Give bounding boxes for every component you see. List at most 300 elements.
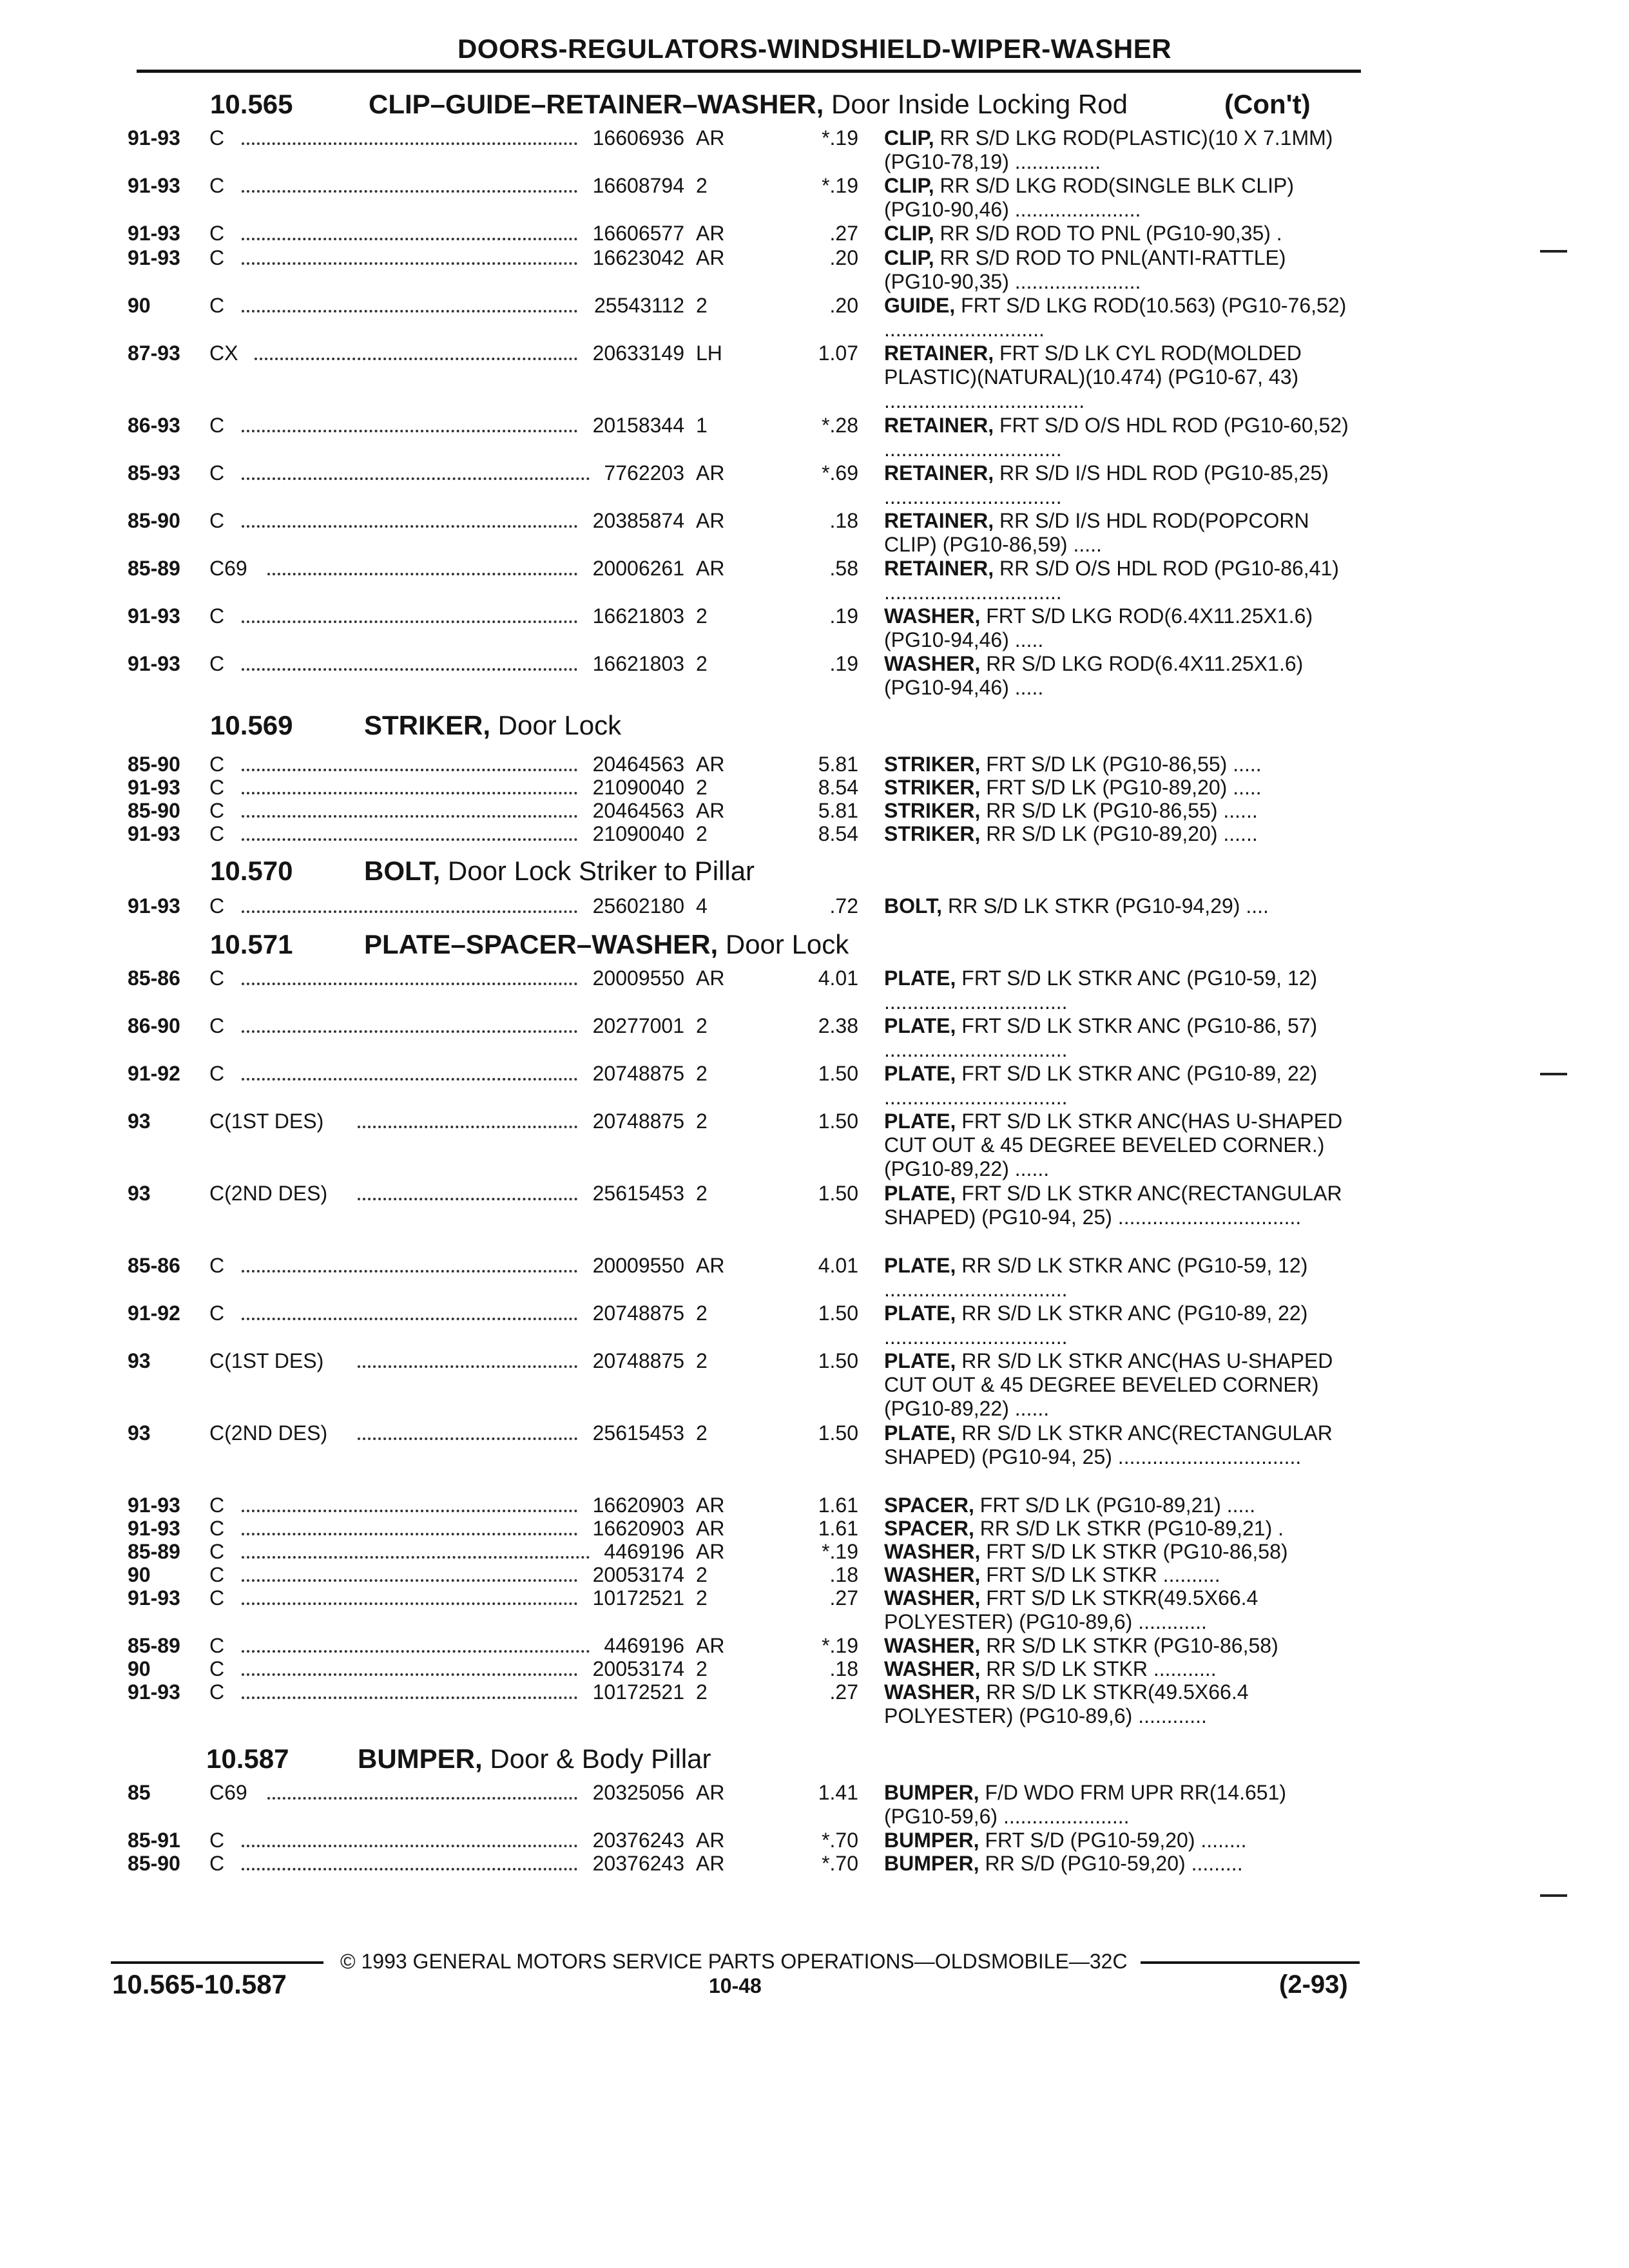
part-name: CLIP, bbox=[884, 246, 934, 269]
part-description bbox=[884, 222, 1358, 245]
section-number: 10.571 bbox=[210, 929, 293, 959]
body-code: C bbox=[209, 1540, 225, 1563]
footer-section-range: 10.565-10.587 bbox=[112, 1969, 287, 1999]
body-code: C bbox=[209, 652, 225, 675]
part-row bbox=[0, 966, 1629, 1014]
body-code: C bbox=[209, 1517, 225, 1540]
part-row bbox=[0, 1110, 1629, 1180]
price: 5.81 bbox=[818, 753, 858, 776]
part-description bbox=[884, 799, 1358, 823]
body-code: C bbox=[209, 1014, 225, 1037]
part-row bbox=[0, 1657, 1629, 1680]
dot-leader bbox=[242, 1556, 590, 1559]
part-number: 16620903 bbox=[592, 1517, 684, 1540]
model-years: 91-93 bbox=[128, 1586, 180, 1610]
price: 1.07 bbox=[818, 341, 858, 365]
body-code: C69 bbox=[209, 557, 247, 580]
part-name: RETAINER, bbox=[884, 509, 994, 532]
part-row bbox=[0, 1421, 1629, 1468]
price: 1.50 bbox=[818, 1349, 858, 1372]
dot-leader bbox=[242, 838, 577, 841]
model-years: 91-93 bbox=[128, 174, 180, 197]
quantity: AR bbox=[696, 246, 725, 269]
body-code: C bbox=[209, 1634, 225, 1657]
part-name: WASHER, bbox=[884, 604, 981, 628]
part-description bbox=[884, 557, 1358, 604]
part-number: 21090040 bbox=[592, 776, 684, 799]
section-continued-label: (Con't) bbox=[1224, 89, 1311, 119]
part-row bbox=[0, 461, 1629, 508]
part-number: 20633149 bbox=[592, 341, 684, 365]
price: 5.81 bbox=[818, 799, 858, 822]
part-number: 16608794 bbox=[592, 174, 684, 197]
body-code: C bbox=[209, 799, 225, 822]
dot-leader bbox=[242, 1318, 577, 1320]
part-description bbox=[884, 174, 1358, 222]
body-code: C bbox=[209, 1563, 225, 1586]
part-name: PLATE, bbox=[884, 1062, 956, 1085]
part-name: PLATE, bbox=[884, 1254, 956, 1277]
section-number: 10.570 bbox=[210, 856, 293, 886]
section-title-text: Door Lock bbox=[490, 710, 622, 740]
part-description-text: RR S/D LKG ROD(PLASTIC)(10 X 7.1MM) (PG10-78,19) ............... bbox=[884, 126, 1333, 173]
part-description-text: RR S/D LK STKR ANC(HAS U-SHAPED CUT OUT & 45 DEGREE BEVELED CORNER) (PG10-89,22) ...... bbox=[884, 1349, 1333, 1420]
part-row bbox=[0, 1586, 1629, 1633]
part-row bbox=[0, 557, 1629, 604]
dot-leader bbox=[242, 1270, 577, 1273]
part-name: WASHER, bbox=[884, 1634, 981, 1657]
part-description bbox=[884, 894, 1358, 918]
part-row bbox=[0, 1302, 1629, 1349]
body-code: C bbox=[209, 776, 225, 799]
part-description bbox=[884, 1781, 1358, 1829]
dot-leader bbox=[242, 1602, 577, 1605]
dot-leader bbox=[242, 262, 577, 265]
quantity: AR bbox=[696, 1781, 725, 1804]
footer-rule-right bbox=[1141, 1961, 1360, 1964]
part-number: 20376243 bbox=[592, 1852, 684, 1875]
model-years: 85-91 bbox=[128, 1829, 180, 1852]
body-code: C bbox=[209, 604, 225, 628]
footer-revision-date: (2-93) bbox=[1279, 1970, 1348, 1999]
part-description bbox=[884, 461, 1358, 509]
price: *.28 bbox=[822, 414, 858, 437]
model-years: 93 bbox=[128, 1421, 151, 1445]
dot-leader bbox=[242, 525, 577, 528]
price: *.19 bbox=[822, 174, 858, 197]
part-description bbox=[884, 1657, 1358, 1681]
part-name: SPACER, bbox=[884, 1517, 974, 1540]
quantity: 2 bbox=[696, 1302, 708, 1325]
part-number: 16620903 bbox=[592, 1494, 684, 1517]
part-description bbox=[884, 776, 1358, 800]
part-row bbox=[0, 509, 1629, 556]
body-code: C bbox=[209, 1254, 225, 1277]
quantity: 2 bbox=[696, 1586, 708, 1610]
part-number: 20325056 bbox=[592, 1781, 684, 1804]
model-years: 91-93 bbox=[128, 246, 180, 269]
quantity: 2 bbox=[696, 652, 708, 675]
price: *.70 bbox=[822, 1852, 858, 1875]
body-code: C bbox=[209, 294, 225, 317]
price: *.69 bbox=[822, 461, 858, 485]
body-code: C bbox=[209, 461, 225, 485]
part-name: RETAINER, bbox=[884, 414, 994, 437]
part-row bbox=[0, 341, 1629, 412]
price: .19 bbox=[829, 604, 858, 628]
dot-leader bbox=[255, 358, 577, 360]
dot-leader bbox=[358, 1365, 577, 1368]
quantity: AR bbox=[696, 557, 725, 580]
price: 1.41 bbox=[818, 1781, 858, 1804]
section-title bbox=[364, 856, 755, 887]
part-row bbox=[0, 652, 1629, 699]
body-code: C bbox=[209, 1586, 225, 1610]
part-description bbox=[884, 822, 1358, 846]
footer-rule-left bbox=[111, 1961, 323, 1964]
part-description-text: RR S/D LK (PG10-86,55) ...... bbox=[986, 799, 1258, 822]
body-code: C(1ST DES) bbox=[209, 1110, 324, 1133]
dot-leader bbox=[242, 769, 577, 771]
price: .18 bbox=[829, 1657, 858, 1680]
body-code: C bbox=[209, 246, 225, 269]
margin-tick bbox=[1540, 1894, 1567, 1897]
part-name: CLIP, bbox=[884, 222, 934, 245]
body-code: C(1ST DES) bbox=[209, 1349, 324, 1372]
price: 8.54 bbox=[818, 776, 858, 799]
body-code: C bbox=[209, 822, 225, 845]
part-row bbox=[0, 1517, 1629, 1540]
part-description-text: RR S/D LK STKR ANC (PG10-89, 22) ................................ bbox=[884, 1302, 1308, 1349]
model-years: 85 bbox=[128, 1781, 151, 1804]
part-row bbox=[0, 294, 1629, 341]
part-description-text: FRT S/D LK (PG10-86,55) ..... bbox=[986, 753, 1262, 776]
part-description-text: FRT S/D LK STKR ANC (PG10-89, 22) ................................ bbox=[884, 1062, 1318, 1109]
model-years: 87-93 bbox=[128, 341, 180, 365]
part-description-text: RR S/D LK STKR (PG10-86,58) bbox=[986, 1634, 1278, 1657]
model-years: 91-93 bbox=[128, 894, 180, 918]
footer-copyright: © 1993 GENERAL MOTORS SERVICE PARTS OPERATIONS—OLDSMOBILE—32C bbox=[340, 1950, 1128, 1973]
part-name: WASHER, bbox=[884, 1586, 981, 1610]
price: *.19 bbox=[822, 1540, 858, 1563]
part-description-text: RR S/D I/S HDL ROD (PG10-85,25) ............................... bbox=[884, 461, 1329, 508]
part-description-text: RR S/D LK STKR (PG10-89,21) . bbox=[979, 1517, 1284, 1540]
price: .18 bbox=[829, 509, 858, 532]
body-code: C(2ND DES) bbox=[209, 1182, 328, 1205]
part-number: 20385874 bbox=[592, 509, 684, 532]
part-number: 7762203 bbox=[604, 461, 684, 485]
part-name: PLATE, bbox=[884, 1302, 956, 1325]
part-description-text: FRT S/D LK (PG10-89,20) ..... bbox=[986, 776, 1262, 799]
part-description-text: RR S/D LK STKR ANC (PG10-59, 12) ................................ bbox=[884, 1254, 1308, 1301]
part-description-text: RR S/D ROD TO PNL (PG10-90,35) . bbox=[940, 222, 1282, 245]
part-number: 25602180 bbox=[592, 894, 684, 918]
dot-leader bbox=[242, 1579, 577, 1582]
price: .72 bbox=[829, 894, 858, 918]
part-name: BUMPER, bbox=[884, 1852, 979, 1875]
part-number: 20748875 bbox=[592, 1302, 684, 1325]
part-description-text: FRT S/D LK STKR ANC (PG10-59, 12) ................................ bbox=[884, 966, 1318, 1014]
dot-leader bbox=[242, 668, 577, 671]
part-description bbox=[884, 1517, 1358, 1541]
part-row bbox=[0, 1829, 1629, 1852]
part-name: WASHER, bbox=[884, 1680, 981, 1704]
part-description-text: RR S/D I/S HDL ROD(POPCORN CLIP) (PG10-86,59) ..... bbox=[884, 509, 1309, 556]
part-row bbox=[0, 222, 1629, 245]
page-header-title: DOORS-REGULATORS-WINDSHIELD-WIPER-WASHER bbox=[457, 34, 1172, 64]
part-number: 20009550 bbox=[592, 1254, 684, 1277]
dot-leader bbox=[242, 792, 577, 794]
quantity: AR bbox=[696, 1634, 725, 1657]
quantity: 2 bbox=[696, 1349, 708, 1372]
part-description bbox=[884, 1182, 1358, 1229]
part-name: PLATE, bbox=[884, 1014, 956, 1037]
model-years: 93 bbox=[128, 1182, 151, 1205]
part-description bbox=[884, 1494, 1358, 1517]
quantity: 2 bbox=[696, 1062, 708, 1085]
part-name: PLATE, bbox=[884, 1421, 956, 1445]
model-years: 86-93 bbox=[128, 414, 180, 437]
part-name: PLATE, bbox=[884, 966, 956, 990]
part-number: 20748875 bbox=[592, 1062, 684, 1085]
quantity: AR bbox=[696, 461, 725, 485]
part-name: WASHER, bbox=[884, 1540, 981, 1563]
part-name: PLATE, bbox=[884, 1349, 956, 1372]
quantity: 2 bbox=[696, 1014, 708, 1037]
section-number: 10.587 bbox=[206, 1744, 289, 1774]
part-description bbox=[884, 652, 1358, 700]
body-code: CX bbox=[209, 341, 238, 365]
price: 1.50 bbox=[818, 1302, 858, 1325]
part-description bbox=[884, 246, 1358, 294]
quantity: AR bbox=[696, 222, 725, 245]
part-row bbox=[0, 822, 1629, 845]
price: .58 bbox=[829, 557, 858, 580]
part-number: 20376243 bbox=[592, 1829, 684, 1852]
model-years: 85-90 bbox=[128, 1852, 180, 1875]
quantity: 1 bbox=[696, 414, 708, 437]
part-description-text: FRT S/D LK STKR ANC (PG10-86, 57) ................................ bbox=[884, 1014, 1318, 1061]
section-title-keyword: BUMPER, bbox=[358, 1744, 483, 1774]
dot-leader bbox=[242, 1510, 577, 1512]
body-code: C bbox=[209, 1062, 225, 1085]
price: .27 bbox=[829, 1680, 858, 1704]
margin-tick bbox=[1540, 1073, 1567, 1075]
quantity: LH bbox=[696, 341, 722, 365]
part-description bbox=[884, 753, 1358, 776]
section-title-text: Door Lock Striker to Pillar bbox=[440, 856, 755, 886]
model-years: 91-93 bbox=[128, 1494, 180, 1517]
body-code: C bbox=[209, 753, 225, 776]
model-years: 90 bbox=[128, 1563, 151, 1586]
quantity: AR bbox=[696, 1494, 725, 1517]
part-description bbox=[884, 126, 1358, 174]
part-description-text: FRT S/D (PG10-59,20) ........ bbox=[985, 1829, 1247, 1852]
part-description-text: RR S/D O/S HDL ROD (PG10-86,41) ............................... bbox=[884, 557, 1339, 604]
part-description bbox=[884, 1852, 1358, 1876]
part-row bbox=[0, 1254, 1629, 1301]
model-years: 85-89 bbox=[128, 1540, 180, 1563]
part-description bbox=[884, 1634, 1358, 1658]
body-code: C bbox=[209, 509, 225, 532]
dot-leader bbox=[242, 1650, 590, 1653]
part-description-text: RR S/D LK STKR ........... bbox=[986, 1657, 1217, 1680]
price: 1.50 bbox=[818, 1421, 858, 1445]
dot-leader bbox=[267, 573, 577, 575]
model-years: 91-93 bbox=[128, 652, 180, 675]
model-years: 91-92 bbox=[128, 1302, 180, 1325]
part-row bbox=[0, 1634, 1629, 1657]
part-number: 10172521 bbox=[592, 1586, 684, 1610]
part-number: 25615453 bbox=[592, 1182, 684, 1205]
part-number: 25615453 bbox=[592, 1421, 684, 1445]
part-row bbox=[0, 174, 1629, 221]
part-name: STRIKER, bbox=[884, 799, 981, 822]
part-number: 20006261 bbox=[592, 557, 684, 580]
price: .19 bbox=[829, 652, 858, 675]
quantity: AR bbox=[696, 753, 725, 776]
part-description-text: RR S/D LK STKR(49.5X66.4 POLYESTER) (PG10-89,6) ............ bbox=[884, 1680, 1249, 1727]
part-description-text: FRT S/D LK (PG10-89,21) ..... bbox=[979, 1494, 1256, 1517]
body-code: C(2ND DES) bbox=[209, 1421, 328, 1445]
price: 1.50 bbox=[818, 1062, 858, 1085]
model-years: 91-93 bbox=[128, 222, 180, 245]
part-number: 20053174 bbox=[592, 1657, 684, 1680]
part-name: RETAINER, bbox=[884, 341, 994, 365]
dot-leader bbox=[242, 1078, 577, 1081]
part-number: 16606936 bbox=[592, 126, 684, 149]
part-number: 4469196 bbox=[604, 1540, 684, 1563]
part-number: 20277001 bbox=[592, 1014, 684, 1037]
model-years: 91-93 bbox=[128, 822, 180, 845]
section-title bbox=[369, 89, 1128, 120]
body-code: C bbox=[209, 1829, 225, 1852]
dot-leader bbox=[242, 190, 577, 193]
model-years: 86-90 bbox=[128, 1014, 180, 1037]
quantity: AR bbox=[696, 799, 725, 822]
model-years: 91-93 bbox=[128, 604, 180, 628]
part-number: 10172521 bbox=[592, 1680, 684, 1704]
price: *.19 bbox=[822, 1634, 858, 1657]
price: 1.61 bbox=[818, 1517, 858, 1540]
quantity: AR bbox=[696, 1829, 725, 1852]
part-row bbox=[0, 604, 1629, 651]
body-code: C bbox=[209, 222, 225, 245]
part-row bbox=[0, 1852, 1629, 1875]
part-number: 16606577 bbox=[592, 222, 684, 245]
quantity: AR bbox=[696, 1517, 725, 1540]
part-row bbox=[0, 414, 1629, 461]
dot-leader bbox=[358, 1198, 577, 1200]
dot-leader bbox=[242, 1030, 577, 1033]
section-number: 10.565 bbox=[210, 89, 293, 119]
part-description-text: FRT S/D LKG ROD(6.4X11.25X1.6) (PG10-94,46) ..... bbox=[884, 604, 1313, 651]
part-number: 20464563 bbox=[592, 753, 684, 776]
part-name: WASHER, bbox=[884, 652, 981, 675]
model-years: 91-93 bbox=[128, 776, 180, 799]
part-description bbox=[884, 294, 1358, 341]
quantity: 2 bbox=[696, 1182, 708, 1205]
part-name: BUMPER, bbox=[884, 1829, 979, 1852]
part-description-text: FRT S/D LKG ROD(10.563) (PG10-76,52) ............................ bbox=[884, 294, 1347, 341]
price: .18 bbox=[829, 1563, 858, 1586]
model-years: 93 bbox=[128, 1349, 151, 1372]
part-description-text: FRT S/D LK STKR ANC(RECTANGULAR SHAPED) (PG10-94, 25) ................................ bbox=[884, 1182, 1342, 1229]
dot-leader bbox=[267, 1797, 577, 1800]
part-description bbox=[884, 1829, 1358, 1852]
dot-leader bbox=[242, 1868, 577, 1870]
quantity: AR bbox=[696, 509, 725, 532]
part-name: CLIP, bbox=[884, 126, 934, 149]
model-years: 91-93 bbox=[128, 126, 180, 149]
part-name: PLATE, bbox=[884, 1110, 956, 1133]
part-description bbox=[884, 1421, 1358, 1469]
section-title bbox=[364, 929, 849, 960]
quantity: 2 bbox=[696, 1421, 708, 1445]
quantity: 2 bbox=[696, 776, 708, 799]
model-years: 93 bbox=[128, 1110, 151, 1133]
section-title-keyword: CLIP–GUIDE–RETAINER–WASHER, bbox=[369, 89, 824, 119]
part-description-text: FRT S/D LK CYL ROD(MOLDED PLASTIC)(NATURAL)(10.474) (PG10-67, 43) ................................... bbox=[884, 341, 1302, 412]
part-description-text: RR S/D (PG10-59,20) ......... bbox=[985, 1852, 1243, 1875]
dot-leader bbox=[358, 1437, 577, 1440]
part-description-text: F/D WDO FRM UPR RR(14.651) (PG10-59,6) ...................... bbox=[884, 1781, 1287, 1828]
model-years: 91-93 bbox=[128, 1517, 180, 1540]
part-name: STRIKER, bbox=[884, 776, 981, 799]
section-title-text: Door Lock bbox=[718, 929, 849, 959]
quantity: 2 bbox=[696, 822, 708, 845]
part-number: 20464563 bbox=[592, 799, 684, 822]
dot-leader bbox=[242, 238, 577, 240]
model-years: 91-93 bbox=[128, 1680, 180, 1704]
part-row bbox=[0, 1062, 1629, 1109]
part-description-text: FRT S/D LK STKR(49.5X66.4 POLYESTER) (PG10-89,6) ............ bbox=[884, 1586, 1258, 1633]
part-description bbox=[884, 1586, 1358, 1634]
part-description bbox=[884, 1349, 1358, 1421]
part-number: 20748875 bbox=[592, 1110, 684, 1133]
body-code: C bbox=[209, 126, 225, 149]
body-code: C bbox=[209, 1657, 225, 1680]
part-description bbox=[884, 1110, 1358, 1181]
dot-leader bbox=[242, 620, 577, 623]
part-name: RETAINER, bbox=[884, 461, 994, 485]
dot-leader bbox=[242, 1845, 577, 1847]
part-row bbox=[0, 753, 1629, 776]
part-row bbox=[0, 1182, 1629, 1229]
part-row bbox=[0, 126, 1629, 173]
body-code: C bbox=[209, 414, 225, 437]
part-row bbox=[0, 1349, 1629, 1420]
part-number: 20009550 bbox=[592, 966, 684, 990]
body-code: C bbox=[209, 1680, 225, 1704]
section-title-keyword: PLATE–SPACER–WASHER, bbox=[364, 929, 718, 959]
part-description bbox=[884, 341, 1358, 413]
part-number: 16623042 bbox=[592, 246, 684, 269]
part-name: BUMPER, bbox=[884, 1781, 979, 1804]
part-description-text: RR S/D LKG ROD(6.4X11.25X1.6) (PG10-94,46) ..... bbox=[884, 652, 1304, 699]
price: 4.01 bbox=[818, 966, 858, 990]
section-title bbox=[364, 710, 621, 741]
quantity: 2 bbox=[696, 294, 708, 317]
quantity: 2 bbox=[696, 174, 708, 197]
body-code: C bbox=[209, 1494, 225, 1517]
part-name: CLIP, bbox=[884, 174, 934, 197]
model-years: 85-86 bbox=[128, 1254, 180, 1277]
part-description-text: FRT S/D LK STKR ANC(HAS U-SHAPED CUT OUT & 45 DEGREE BEVELED CORNER.) (PG10-89,22) ...... bbox=[884, 1110, 1343, 1180]
part-row bbox=[0, 894, 1629, 918]
part-description-text: FRT S/D LK STKR (PG10-86,58) bbox=[986, 1540, 1288, 1563]
quantity: 2 bbox=[696, 1680, 708, 1704]
